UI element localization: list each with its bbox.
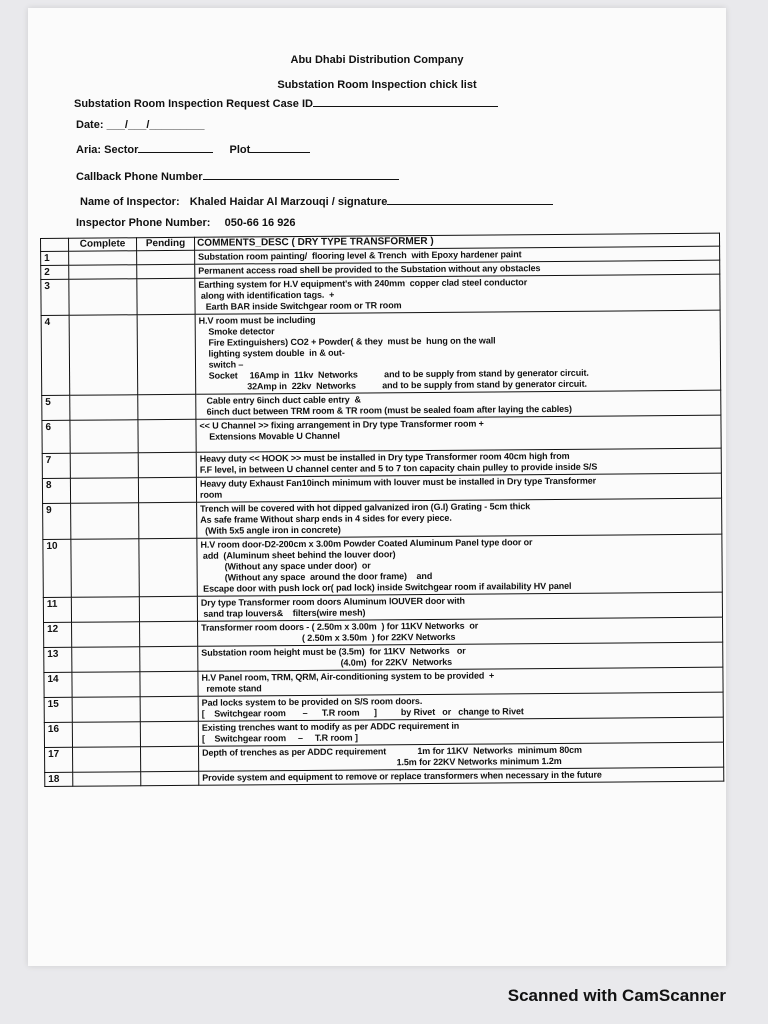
date-field: ___/___/_________ bbox=[106, 119, 205, 131]
row-description: Provide system and equipment to remove or replace transformers when necessary in the future bbox=[199, 767, 724, 785]
pending-cell[interactable] bbox=[138, 452, 196, 477]
complete-cell[interactable] bbox=[69, 265, 137, 280]
row-description: << U Channel >> fixing arrangement in Dry type Transformer room + Extensions Movable U Channel bbox=[196, 415, 721, 452]
pending-cell[interactable] bbox=[140, 646, 198, 671]
area-label: Aria: Sector bbox=[76, 144, 139, 156]
sector-field bbox=[138, 142, 213, 153]
pending-cell[interactable] bbox=[138, 394, 196, 419]
complete-cell[interactable] bbox=[72, 622, 140, 648]
form-title: Substation Room Inspection chick list bbox=[277, 79, 477, 91]
row-description: Permanent access road shell be provided to the Substation without any obstacles bbox=[195, 260, 720, 278]
case-id-row bbox=[74, 96, 498, 110]
complete-cell[interactable] bbox=[69, 279, 137, 316]
area-row bbox=[76, 142, 310, 156]
row-description: Depth of trenches as per ADDC requirement 1m for 11KV Networks minimum 80cm 1.5m for 22KV Networks minimum 1.2m bbox=[198, 742, 723, 771]
pending-cell[interactable] bbox=[139, 596, 197, 621]
camscanner-watermark: Scanned with CamScanner bbox=[507, 986, 726, 1005]
row-description: Substation room painting/ flooring level & Trench with Epoxy hardener paint bbox=[195, 246, 720, 264]
row-number: 18 bbox=[45, 772, 73, 786]
date-label: Date: bbox=[76, 119, 104, 131]
complete-cell[interactable] bbox=[69, 251, 137, 266]
callback-field bbox=[203, 169, 399, 180]
signature-field bbox=[387, 194, 553, 205]
row-number: 11 bbox=[43, 597, 71, 622]
row-number: 2 bbox=[41, 265, 69, 279]
row-number: 8 bbox=[42, 478, 70, 503]
callback-row bbox=[76, 169, 399, 183]
inspector-name: Khaled Haidar Al Marzouqi / signature bbox=[189, 196, 388, 208]
row-number: 16 bbox=[44, 722, 72, 747]
pending-cell[interactable] bbox=[137, 278, 195, 314]
complete-cell[interactable] bbox=[70, 420, 138, 454]
row-description: Dry type Transformer room doors Aluminum lOUVER door with sand trap louvers& filters(wire mesh) bbox=[197, 592, 722, 621]
date-row bbox=[76, 119, 204, 131]
table-row bbox=[41, 274, 720, 315]
row-number: 6 bbox=[42, 420, 70, 453]
plot-field bbox=[250, 142, 310, 153]
complete-cell[interactable] bbox=[70, 478, 138, 504]
inspector-label: Name of Inspector: bbox=[80, 196, 180, 208]
complete-cell[interactable] bbox=[70, 453, 138, 479]
inspector-phone-value: 050-66 16 926 bbox=[224, 217, 296, 229]
inspector-row bbox=[80, 194, 553, 208]
pending-cell[interactable] bbox=[140, 621, 198, 646]
row-number: 13 bbox=[44, 647, 72, 672]
callback-label: Callback Phone Number bbox=[76, 171, 203, 183]
plot-label: Plot bbox=[229, 144, 251, 156]
row-number: 5 bbox=[42, 395, 70, 420]
case-id-label: Substation Room Inspection Request Case ID bbox=[74, 98, 313, 110]
table-row bbox=[42, 415, 721, 453]
pending-cell[interactable] bbox=[138, 419, 196, 452]
row-description: H.V Panel room, TRM, QRM, Air-conditioning system to be provided + remote stand bbox=[198, 667, 723, 696]
column-header-pending: Pending bbox=[137, 237, 195, 250]
complete-cell[interactable] bbox=[70, 395, 138, 421]
row-number: 3 bbox=[41, 279, 69, 315]
row-description: Pad locks system to be provided on S/S room doors. [ Switchgear room – T.R room ] by Rivet or change to Rivet bbox=[198, 692, 723, 721]
inspector-phone-row bbox=[76, 217, 296, 229]
row-number: 4 bbox=[41, 315, 70, 395]
row-number: 12 bbox=[44, 622, 72, 647]
pending-cell[interactable] bbox=[141, 771, 199, 785]
column-header-number bbox=[41, 238, 69, 251]
row-description: Earthing system for H.V equipment's with 240mm copper clad steel conductor along with identification tags. + Earth BAR inside Switchgear room or TR room bbox=[195, 274, 720, 314]
pending-cell[interactable] bbox=[137, 264, 195, 278]
pending-cell[interactable] bbox=[139, 502, 197, 538]
table-row bbox=[41, 310, 721, 395]
row-description: Heavy duty Exhaust Fan10inch minimum with louver must be installed in Dry type Transformer room bbox=[196, 473, 721, 502]
row-number: 14 bbox=[44, 672, 72, 697]
case-id-field bbox=[313, 96, 498, 107]
pending-cell[interactable] bbox=[140, 671, 198, 696]
row-description: Substation room height must be (3.5m) for 11KV Networks or (4.0m) for 22KV Networks bbox=[198, 642, 723, 671]
row-description: Cable entry 6inch duct cable entry & 6inch duct between TRM room & TR room (must be sealed foam after laying the cables) bbox=[196, 390, 721, 419]
row-number: 7 bbox=[42, 453, 70, 478]
row-number: 17 bbox=[45, 747, 73, 772]
row-description: Existing trenches want to modify as per ADDC requirement in [ Switchgear room – T.R room ] bbox=[198, 717, 723, 746]
pending-cell[interactable] bbox=[140, 721, 198, 746]
pending-cell[interactable] bbox=[137, 250, 195, 264]
table-row bbox=[43, 534, 722, 597]
complete-cell[interactable] bbox=[73, 772, 141, 787]
column-header-comments: COMMENTS_DESC ( DRY TYPE TRANSFORMER ) bbox=[194, 233, 719, 250]
pending-cell[interactable] bbox=[139, 538, 197, 596]
company-name: Abu Dhabi Distribution Company bbox=[290, 54, 464, 66]
row-number: 1 bbox=[41, 251, 69, 265]
inspection-table bbox=[40, 233, 724, 787]
pending-cell[interactable] bbox=[138, 477, 196, 502]
pending-cell[interactable] bbox=[140, 696, 198, 721]
inspector-phone-label: Inspector Phone Number: bbox=[76, 217, 211, 229]
row-number: 9 bbox=[43, 503, 71, 539]
row-number: 15 bbox=[44, 697, 72, 722]
complete-cell[interactable] bbox=[69, 315, 138, 396]
complete-cell[interactable] bbox=[72, 697, 140, 723]
pending-cell[interactable] bbox=[140, 746, 198, 771]
complete-cell[interactable] bbox=[71, 539, 139, 598]
complete-cell[interactable] bbox=[72, 672, 140, 698]
complete-cell[interactable] bbox=[72, 722, 140, 748]
complete-cell[interactable] bbox=[72, 647, 140, 673]
table-row bbox=[43, 498, 722, 539]
pending-cell[interactable] bbox=[137, 314, 196, 394]
complete-cell[interactable] bbox=[73, 747, 141, 773]
row-description: H.V room must be including Smoke detector Fire Extinguishers) CO2 + Powder( & they must be hung on the wall lighting system double in & out- switch – Socket 16Amp in 11kv Networks and to be supply from stand by generator circuit. 32Amp in 22kv Networks and to be supply from stand by generator circuit. bbox=[195, 310, 721, 394]
column-header-complete: Complete bbox=[69, 238, 137, 252]
row-description: Transformer room doors - ( 2.50m x 3.00m ) for 11KV Networks or ( 2.50m x 3.50m ) for 22KV Networks bbox=[198, 617, 723, 646]
row-description: Heavy duty << HOOK >> must be installed in Dry type Transformer room 40cm high from F.F level, in between U channel center and 5 to 7 ton capacity chain pulley to provide inside S/S bbox=[196, 448, 721, 477]
row-number: 10 bbox=[43, 539, 71, 597]
row-description: H.V room door-D2-200cm x 3.00m Powder Coated Aluminum Panel type door or add (Aluminum sheet behind the louver door) (Without any space under door) or (Without any space around the door frame) and Escape door with push lock or( pad lock) inside Switchgear room if availability HV panel bbox=[197, 534, 722, 596]
complete-cell[interactable] bbox=[71, 597, 139, 623]
row-description: Trench will be covered with hot dipped galvanized iron (G.I) Grating - 5cm thick As safe frame Without sharp ends in 4 sides for every piece. (With 5x5 angle iron in concrete) bbox=[197, 498, 722, 538]
complete-cell[interactable] bbox=[71, 503, 139, 540]
